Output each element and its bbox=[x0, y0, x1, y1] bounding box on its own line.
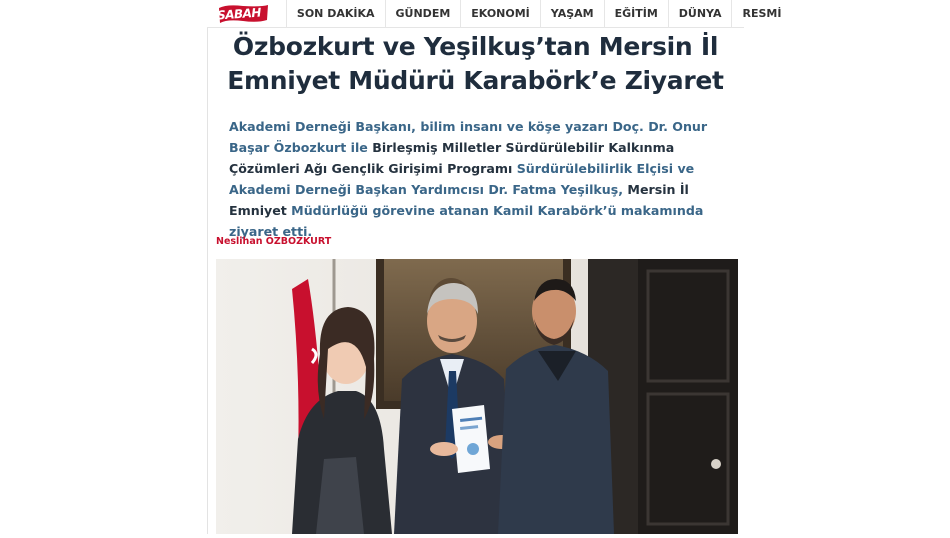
summary-part-3: Sürdürülebilirlik Elçisi ve Akademi Derneği Başkan Yardımcısı Dr. Fatma Yeşilkuş, bbox=[229, 161, 695, 197]
nav-item-yasam[interactable]: YAŞAM bbox=[540, 0, 604, 28]
nav-item-egitim[interactable]: EĞİTİM bbox=[604, 0, 668, 28]
summary-part-1: Akademi Derneği Başkanı, bilim insanı ve köşe yazarı Doç. Dr. Onur Başar Özbozkurt ile bbox=[229, 119, 708, 155]
nav-item-ekonomi[interactable]: EKONOMİ bbox=[460, 0, 540, 28]
logo-text: SABAH bbox=[216, 4, 262, 23]
article-summary bbox=[229, 116, 729, 242]
author-name[interactable]: Neslihan ÖZBOZKURT bbox=[216, 236, 332, 247]
summary-part-2: Birleşmiş Milletler Sürdürülebilir Kalkınma Çözümleri Ağı Gençlik Girişimi Programı bbox=[229, 140, 675, 176]
nav-item-son-dakika[interactable]: SON DAKİKA bbox=[286, 0, 385, 28]
article-photo bbox=[216, 259, 738, 534]
top-navigation-bar bbox=[207, 0, 782, 28]
summary-part-5: Müdürlüğü görevine atanan Kamil Karabörk’ü makamında ziyaret etti. bbox=[229, 203, 704, 239]
nav-item-gundem[interactable]: GÜNDEM bbox=[385, 0, 461, 28]
nav-item-dunya[interactable]: DÜNYA bbox=[668, 0, 732, 28]
nav-item-resmi[interactable]: RESMİ bbox=[731, 0, 791, 28]
summary-part-4: Mersin İl Emniyet bbox=[229, 182, 689, 218]
article-title: Özbozkurt ve Yeşilkuş’tan Mersin İl Emniyet Müdürü Karabörk’e Ziyaret bbox=[227, 32, 724, 95]
article-page bbox=[207, 0, 782, 534]
sabah-logo[interactable] bbox=[217, 4, 261, 24]
